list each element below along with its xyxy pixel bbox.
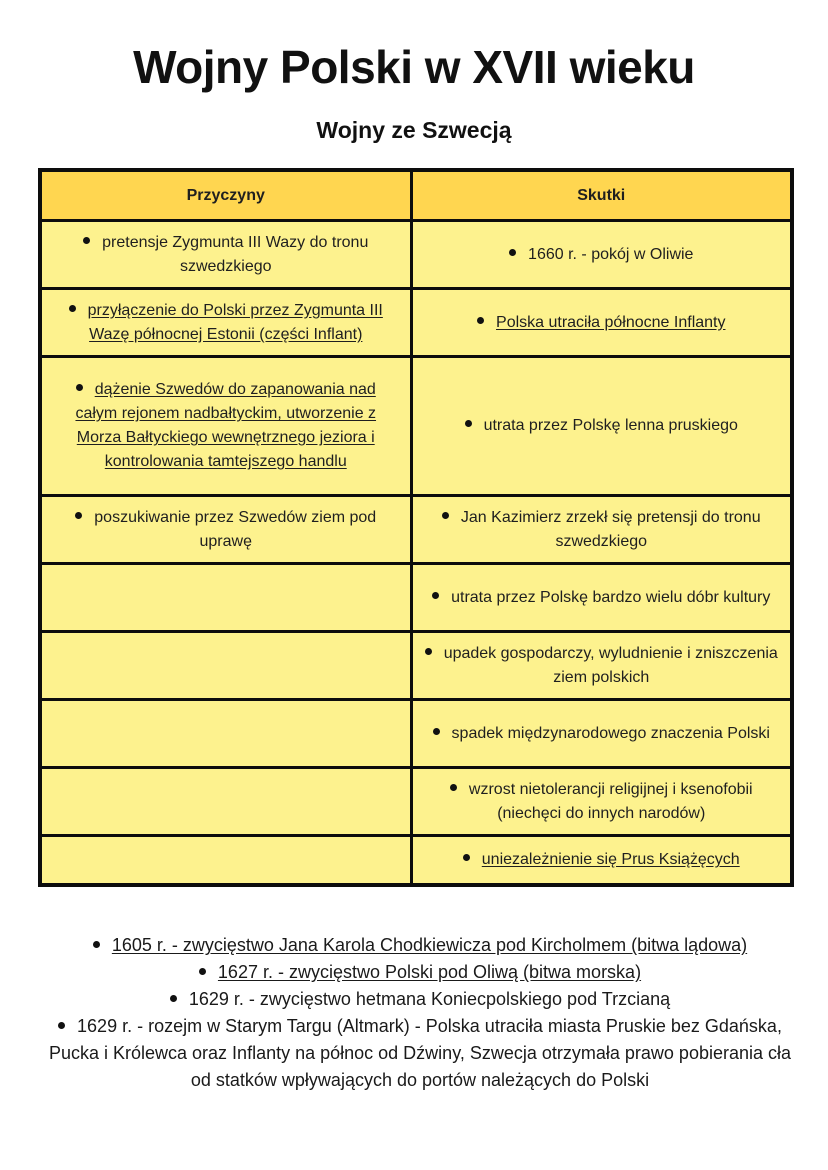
list-item-text: utrata przez Polskę bardzo wielu dóbr kultury — [451, 588, 771, 606]
list-item — [442, 509, 761, 550]
cause-cell — [40, 496, 411, 564]
list-item — [69, 302, 383, 343]
effect-cell — [411, 221, 792, 289]
bullet-dot-icon — [75, 512, 82, 519]
cause-cell — [40, 564, 411, 632]
bullet-dot-icon — [509, 249, 516, 256]
list-item-text: Polska utraciła północne Inflanty — [496, 313, 726, 331]
list-item-text: uniezależnienie się Prus Książęcych — [481, 851, 740, 868]
bullet-dot-icon — [199, 968, 206, 975]
list-item-text: wzrost nietolerancji religijnej i ksenofobii (niechęci do innych narodów) — [468, 780, 753, 822]
list-item — [40, 986, 800, 1013]
bullet-dot-icon — [450, 784, 457, 791]
list-item — [40, 932, 800, 959]
bullet-dot-icon — [93, 941, 100, 948]
column-header-causes: Przyczyny — [40, 170, 411, 221]
list-item-text: 1660 r. - pokój w Oliwie — [528, 245, 694, 263]
battle-note-text: 1629 r. - rozejm w Starym Targu (Altmark) - Polska utraciła miasta Pruskie bez Gdańska, Pucka i Królewca oraz Inflanty na północ od Dźwiny, Szwecja otrzymała prawo pobierania cła od statków wpływających do portów należących do Polski — [48, 1016, 792, 1090]
bullet-dot-icon — [170, 995, 177, 1002]
effect-cell — [411, 768, 792, 836]
bullet-dot-icon — [477, 317, 484, 324]
list-item — [463, 851, 740, 868]
bullet-dot-icon — [463, 854, 470, 861]
table-row — [40, 357, 792, 496]
bullet-dot-icon — [442, 512, 449, 519]
effect-cell — [411, 632, 792, 700]
effect-cell — [411, 836, 792, 886]
table-row — [40, 700, 792, 768]
cause-cell — [40, 632, 411, 700]
effect-cell — [411, 357, 792, 496]
list-item — [40, 959, 800, 986]
list-item — [75, 381, 376, 470]
column-header-effects: Skutki — [411, 170, 792, 221]
list-item — [75, 509, 376, 550]
table-row — [40, 289, 792, 357]
bullet-dot-icon — [58, 1022, 65, 1029]
page-title: Wojny Polski w XVII wieku — [133, 41, 695, 93]
list-item-text: Jan Kazimierz zrzekł się pretensji do tronu szwedzkiego — [460, 508, 761, 550]
list-item — [425, 645, 778, 686]
table-row — [40, 496, 792, 564]
list-item-text: poszukiwanie przez Szwedów ziem pod uprawę — [94, 508, 377, 550]
battle-note-text: 1627 r. - zwycięstwo Polski pod Oliwą (bitwa morska) — [217, 962, 642, 982]
causes-effects-table — [38, 168, 794, 887]
battles-list — [40, 932, 800, 1094]
battle-note-text: 1629 r. - zwycięstwo hetmana Koniecpolskiego pod Trzcianą — [188, 989, 671, 1009]
list-item-text: utrata przez Polskę lenna pruskiego — [483, 417, 738, 434]
bullet-dot-icon — [425, 648, 432, 655]
table-row — [40, 836, 792, 886]
list-item-text: pretensje Zygmunta III Wazy do tronu szwedzkiego — [102, 233, 369, 275]
bullet-dot-icon — [69, 305, 76, 312]
list-item-text: przyłączenie do Polski przez Zygmunta III Wazę północnej Estonii (części Inflant) — [87, 301, 383, 343]
table-row — [40, 632, 792, 700]
effect-cell — [411, 496, 792, 564]
list-item — [432, 589, 770, 606]
table-header-row — [40, 170, 792, 221]
effect-cell — [411, 289, 792, 357]
list-item — [450, 781, 753, 822]
list-item-text: spadek międzynarodowego znaczenia Polski — [451, 724, 770, 742]
list-item — [477, 314, 725, 331]
table-body — [40, 221, 792, 886]
section-subtitle: Wojny ze Szwecją — [316, 117, 512, 143]
cause-cell — [40, 836, 411, 886]
bullet-dot-icon — [433, 728, 440, 735]
effect-cell — [411, 700, 792, 768]
list-item — [465, 417, 738, 434]
table-row — [40, 221, 792, 289]
list-item-text: dążenie Szwedów do zapanowania nad całym rejonem nadbałtyckim, utworzenie z Morza Bałtyckiego wewnętrznego jeziora i kontrolowania tamtejszego handlu — [75, 381, 377, 470]
cause-cell — [40, 768, 411, 836]
list-item-text: upadek gospodarczy, wyludnienie i zniszczenia ziem polskich — [443, 644, 778, 686]
cause-cell — [40, 357, 411, 496]
list-item — [509, 246, 693, 263]
bullet-dot-icon — [83, 237, 90, 244]
table-row — [40, 564, 792, 632]
battle-note-text: 1605 r. - zwycięstwo Jana Karola Chodkiewicza pod Kircholmem (bitwa lądowa) — [111, 935, 748, 955]
list-item — [433, 725, 770, 742]
bullet-dot-icon — [432, 592, 439, 599]
cause-cell — [40, 221, 411, 289]
table-row — [40, 768, 792, 836]
cause-cell — [40, 700, 411, 768]
cause-cell — [40, 289, 411, 357]
list-item — [40, 1013, 800, 1094]
bullet-dot-icon — [76, 384, 83, 391]
list-item — [83, 234, 368, 275]
effect-cell — [411, 564, 792, 632]
bullet-dot-icon — [465, 420, 472, 427]
